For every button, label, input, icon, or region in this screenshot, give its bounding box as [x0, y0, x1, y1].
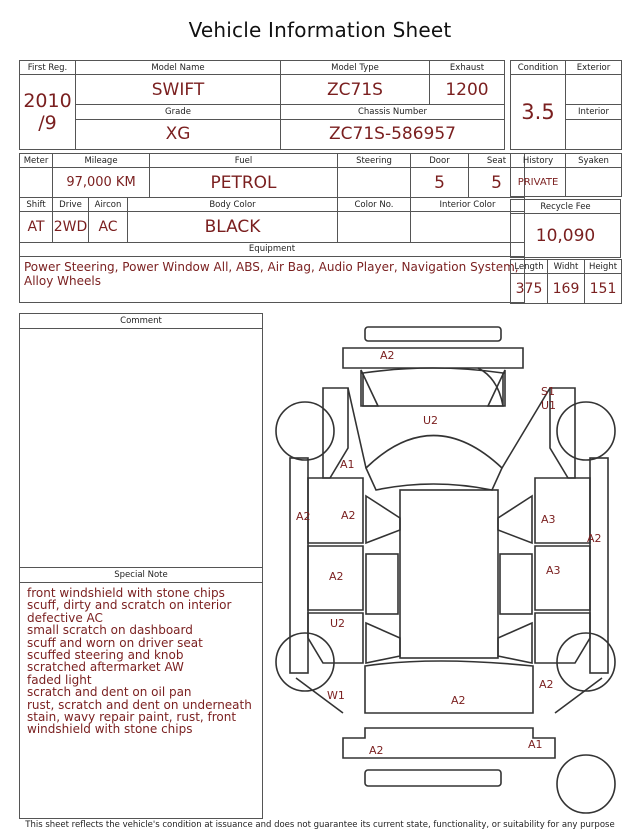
damage-code-left-quarter: U2 [330, 617, 346, 630]
fuel-value: PETROL [150, 168, 338, 198]
history-label: History [511, 154, 566, 168]
body-color-label: Body Color [128, 198, 338, 212]
rear-bumper-bottom [365, 770, 501, 786]
mileage-label: Mileage [53, 154, 150, 168]
grade-value: XG [76, 119, 281, 149]
recycle-fee-value: 10,090 [511, 214, 621, 258]
windshield [366, 436, 502, 491]
notes-panel [19, 313, 263, 819]
specs-table [19, 153, 525, 303]
comment-label: Comment [20, 314, 262, 329]
steering-value [338, 168, 411, 198]
fuel-label: Fuel [150, 154, 338, 168]
height-label: Height [585, 260, 622, 274]
steering-label: Steering [338, 154, 411, 168]
interior-color-value [411, 212, 525, 242]
length-label: Length [511, 260, 548, 274]
front-bumper-top [365, 327, 501, 341]
special-note-line: small scratch on dashboard [27, 623, 193, 638]
chassis-label: Chassis Number [281, 105, 505, 119]
condition-label: Condition [511, 61, 566, 75]
damage-code-left-front-door: A2 [341, 509, 356, 522]
length-value: 375 [511, 274, 548, 304]
recycle-table [510, 199, 621, 258]
damage-code-front-bumper: A2 [380, 349, 395, 362]
damage-code-left-rear-wheel: W1 [327, 689, 345, 702]
page-title: Vehicle Information Sheet [188, 18, 452, 42]
front-right-wheel [557, 402, 615, 460]
damage-code-front-right-corner: S1 [541, 385, 555, 398]
rear-right-wheel [557, 633, 615, 691]
drive-label: Drive [53, 198, 89, 212]
special-note-line: faded light [27, 672, 92, 687]
special-note-line: scuff, dirty and scratch on interior [27, 598, 232, 613]
history-table [510, 153, 622, 197]
aircon-label: Aircon [89, 198, 128, 212]
history-value: PRIVATE [511, 168, 566, 197]
equipment-label: Equipment [20, 242, 525, 256]
body-color-value: BLACK [128, 212, 338, 242]
special-note-label: Special Note [20, 567, 262, 583]
hood [363, 368, 503, 406]
width-label: Widht [548, 260, 585, 274]
meter-value [20, 168, 53, 198]
special-note-line: scratched aftermarket AW [27, 660, 184, 675]
tailgate [365, 661, 533, 713]
damage-code-front-left-fender: A1 [340, 458, 355, 471]
model-type-value: ZC71S [281, 75, 430, 105]
chassis-value: ZC71S-586957 [281, 119, 505, 149]
aircon-value: AC [89, 212, 128, 242]
special-note-line: scratch and dent on oil pan [27, 685, 192, 700]
condition-table [510, 60, 622, 150]
spare-wheel [557, 755, 615, 813]
exterior-label: Exterior [566, 61, 622, 75]
seat-value: 5 [469, 168, 525, 198]
first-reg-label: First Reg. [20, 61, 76, 75]
damage-code-windshield: U2 [423, 414, 439, 427]
exhaust-value: 1200 [430, 75, 505, 105]
syaken-label: Syaken [566, 154, 622, 168]
door-label: Door [411, 154, 469, 168]
interior-label: Interior [566, 105, 622, 119]
special-note-line: scuff and worn on driver seat [27, 635, 203, 650]
right-front-door [535, 478, 590, 543]
interior-color-label: Interior Color [411, 198, 525, 212]
dimensions-table [510, 259, 622, 304]
damage-code-right-quarter: A2 [539, 678, 554, 691]
condition-value: 3.5 [511, 75, 566, 150]
door-value: 5 [411, 168, 469, 198]
syaken-value [566, 168, 622, 197]
model-name-value: SWIFT [76, 75, 281, 105]
special-note-line: stain, wavy repair paint, rust, front [27, 710, 237, 725]
color-no-value [338, 212, 411, 242]
seat-label: Seat [469, 154, 525, 168]
damage-code-left-rear-door: A2 [329, 570, 344, 583]
damage-code-right-front-door: A3 [541, 513, 556, 526]
rear-left-wheel [276, 633, 334, 691]
special-note-line: scuffed steering and knob [27, 648, 184, 663]
damage-code-right-outer: A2 [587, 532, 602, 545]
exterior-value [566, 75, 622, 105]
damage-code-rear-bumper-right: A1 [528, 738, 543, 751]
first-reg-value: 2010 /9 [20, 75, 76, 150]
front-bumper [343, 348, 523, 368]
damage-code-tailgate: A2 [451, 694, 466, 707]
equipment-value: Power Steering, Power Window All, ABS, Air Bag, Audio Player, Navigation System, Alloy Wheels [20, 256, 525, 302]
model-name-label: Model Name [76, 61, 281, 75]
special-note-line: front windshield with stone chips [27, 586, 225, 600]
special-note-list [20, 583, 262, 740]
grade-label: Grade [76, 105, 281, 119]
damage-code-rear-bumper-left: A2 [369, 744, 384, 757]
shift-label: Shift [20, 198, 53, 212]
mileage-value: 97,000 KM [53, 168, 150, 198]
recycle-fee-label: Recycle Fee [511, 200, 621, 214]
damage-code-left-outer: A2 [296, 510, 311, 523]
left-rocker [290, 458, 308, 673]
right-quarter [535, 613, 590, 663]
special-note-line: rust, scratch and dent on underneath [27, 697, 252, 712]
registration-table [19, 60, 505, 150]
special-note-line: defective AC [27, 610, 103, 625]
width-value: 169 [548, 274, 585, 304]
damage-code-front-right-corner-2: U1 [541, 399, 557, 412]
exhaust-label: Exhaust [430, 61, 505, 75]
meter-label: Meter [20, 154, 53, 168]
disclaimer: This sheet reflects the vehicle's condition at issuance and does not guarantee its current state, functionality, or suitability for any purpose [25, 820, 615, 830]
shift-value: AT [20, 212, 53, 242]
front-left-wheel [276, 402, 334, 460]
model-type-label: Model Type [281, 61, 430, 75]
special-note-line: windshield with stone chips [27, 722, 193, 737]
color-no-label: Color No. [338, 198, 411, 212]
right-rear-door [535, 546, 590, 610]
height-value: 151 [585, 274, 622, 304]
vehicle-damage-diagram [268, 318, 630, 818]
drive-value: 2WD [53, 212, 89, 242]
comment-value [20, 329, 262, 567]
interior-value [566, 119, 622, 149]
damage-code-right-rear-door: A3 [546, 564, 561, 577]
